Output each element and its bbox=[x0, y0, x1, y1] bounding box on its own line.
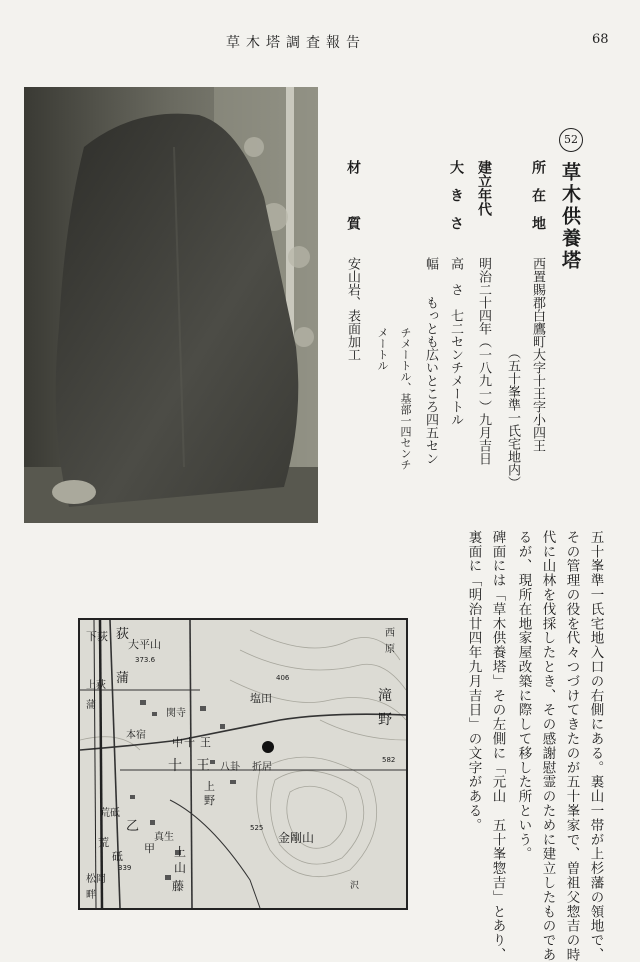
body-text-line: その管理の役を代々つづけてきたのが五十峯家で、曽祖父惣吉の時 bbox=[563, 530, 580, 962]
width-value-cont: チメートル、基部一四センチ bbox=[399, 327, 412, 470]
monument-photo bbox=[24, 87, 318, 523]
map-label: 西 bbox=[385, 628, 395, 639]
map-label: 中 bbox=[172, 736, 183, 749]
map-label: 蒲 bbox=[116, 671, 130, 686]
entry-title: 草木供養塔 bbox=[559, 162, 581, 272]
monument-location-marker bbox=[262, 741, 274, 753]
map-label: 十 bbox=[168, 758, 182, 774]
date-label: 建立年代 bbox=[476, 160, 492, 216]
map-elevation: 525 bbox=[250, 824, 264, 832]
map-label: 真生 bbox=[154, 832, 174, 843]
body-text-line: 代に山林を伐採したとき、その感謝慰霊のために建立したものであ bbox=[539, 530, 556, 962]
monument-photo-image bbox=[24, 87, 318, 523]
map-label: 蒲 bbox=[86, 700, 96, 711]
map-label: 藤 bbox=[172, 879, 185, 893]
map-label: 関寺 bbox=[166, 708, 186, 719]
map-label: 沢 bbox=[350, 881, 360, 891]
entry-number: 52 bbox=[564, 133, 578, 146]
location-note: （五十峯準一氏宅地内） bbox=[505, 346, 520, 489]
map-label: 下荻 bbox=[86, 630, 108, 643]
map-label: 荻 bbox=[116, 627, 130, 642]
map-elevation: 339 bbox=[118, 864, 132, 872]
height-value: 高 さ 七二センチメートル bbox=[448, 257, 463, 426]
map-label: 王 bbox=[200, 736, 211, 749]
map-label: 本宿 bbox=[126, 730, 146, 741]
map-label: 松岡 bbox=[86, 874, 106, 885]
map-label: 畔 bbox=[86, 890, 96, 901]
location-value: 西置賜郡白鷹町大字十王字小四王 bbox=[530, 257, 545, 452]
report-title: 草木塔調査報告 bbox=[226, 35, 366, 51]
map-label: 荒砥 bbox=[100, 808, 120, 819]
map-label: 滝 bbox=[378, 688, 392, 704]
map-label: 乙 bbox=[126, 819, 140, 834]
map-image bbox=[80, 620, 406, 908]
map-elevation: 406 bbox=[276, 674, 290, 682]
date-value: 明治二十四年（一八九一）九月吉日 bbox=[476, 257, 491, 465]
map-label: 上 bbox=[204, 780, 215, 793]
body-text-line: るが、現所在地家屋改築に際して移した所という。 bbox=[515, 530, 532, 862]
map-label: 荒 bbox=[98, 836, 109, 849]
page-number: 68 bbox=[592, 32, 609, 47]
map-elevation: 582 bbox=[382, 756, 396, 764]
map-label: 大平山 bbox=[128, 638, 161, 651]
location-label: 所 在 地 bbox=[530, 160, 546, 230]
body-text-line: 五十峯準一氏宅地入口の右側にある。裏山一帯が上杉藩の領地で、 bbox=[587, 530, 604, 962]
map-label: 金剛山 bbox=[278, 831, 315, 845]
width-value-cont2: メートル bbox=[376, 327, 389, 371]
map-label: 原 bbox=[385, 644, 395, 655]
map-label: 塩田 bbox=[250, 692, 272, 705]
map-label: 甲 bbox=[144, 842, 155, 855]
map-elevation: 373.6 bbox=[135, 656, 156, 664]
map-label: 八卦 bbox=[220, 762, 240, 773]
body-text-line: 裏面に「明治廿四年九月吉日」の文字がある。 bbox=[465, 530, 482, 833]
width-value: 幅 もっとも広いところ四五セン bbox=[423, 257, 438, 465]
map-label: 上荻 bbox=[86, 680, 106, 691]
map-label: 野 bbox=[204, 794, 215, 807]
map-label: 上 bbox=[174, 845, 187, 859]
body-text-line: 碑面には「草木供養塔」その左側に「元山 五十峯惣吉」とあり、 bbox=[489, 530, 506, 962]
map-label: 折居 bbox=[252, 762, 272, 773]
size-label: 大 き さ bbox=[448, 160, 464, 230]
map-label: 王 bbox=[196, 758, 210, 774]
location-map bbox=[78, 618, 408, 910]
map-label: 野 bbox=[378, 712, 392, 728]
material-value: 安山岩、表面加工 bbox=[345, 257, 360, 361]
material-label: 材 質 bbox=[345, 160, 361, 230]
map-label: 山 bbox=[174, 861, 187, 875]
map-label: 砥 bbox=[112, 850, 123, 863]
entry-number-circle bbox=[559, 128, 583, 152]
map-label: 十 bbox=[184, 736, 195, 749]
